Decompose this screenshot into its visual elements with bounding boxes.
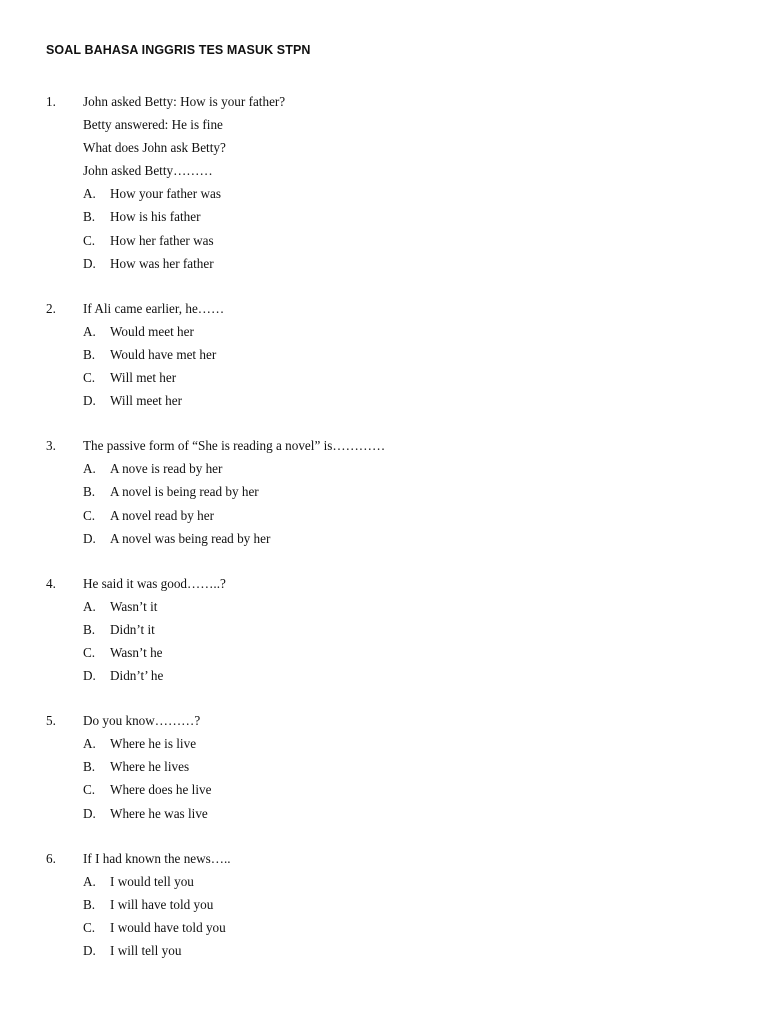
option-text: Wasn’t it [110,598,158,614]
question-item [0,297,768,412]
option-letter: D. [83,255,96,271]
option-letter: B. [83,346,96,362]
answer-option [0,229,768,252]
answer-option [0,527,768,550]
option-letter: C. [83,370,96,386]
option-letter: B. [83,759,96,775]
question-line [0,90,768,113]
option-text: How was her father [110,255,214,271]
question-number: 6. [46,850,56,866]
question-text: If I had known the news….. [83,850,231,866]
answer-option [0,755,768,778]
question-number: 1. [46,94,56,109]
option-text: A nove is read by her [110,461,223,477]
question-list [0,90,768,984]
question-line [0,113,768,136]
answer-option [0,182,768,205]
question-line [0,709,768,732]
answer-option [0,939,768,962]
question-text: John asked Betty: How is your father? [83,94,286,109]
answer-option [0,366,768,389]
question-item [0,847,768,962]
option-text: Would meet her [110,323,194,339]
answer-option [0,732,768,755]
question-number: 2. [46,300,56,316]
option-text: Will meet her [110,393,182,409]
option-text: Where he was live [110,805,208,821]
option-letter: B. [83,484,96,500]
option-letter: C. [83,782,96,798]
option-text: Where he lives [110,759,190,775]
option-letter: B. [83,896,96,912]
question-text: Betty answered: He is fine [83,117,223,133]
option-text: Didn’t’ he [110,668,164,684]
option-text: I will tell you [110,943,182,958]
answer-option [0,664,768,687]
option-letter: A. [83,736,96,752]
option-text: I would tell you [110,873,194,889]
answer-option [0,595,768,618]
option-text: Would have met her [110,346,217,362]
answer-option [0,870,768,893]
question-line [0,572,768,595]
option-letter: D. [83,668,96,684]
question-text: If Ali came earlier, he…… [83,300,225,316]
answer-option [0,504,768,527]
option-letter: A. [83,873,96,889]
question-line [0,159,768,182]
question-text: Do you know………? [83,713,201,729]
option-letter: C. [83,644,96,660]
option-text: I would have told you [110,919,226,935]
answer-option [0,778,768,801]
document-title: SOAL BAHASA INGGRIS TES MASUK STPN [46,43,311,57]
question-line [0,136,768,159]
option-letter: A. [83,598,96,614]
question-line [0,847,768,870]
option-text: How is his father [110,209,201,225]
answer-option [0,343,768,366]
question-number: 3. [46,438,56,454]
option-text: Where he is live [110,736,197,752]
option-letter: D. [83,393,96,409]
option-text: Where does he live [110,782,212,798]
answer-option [0,641,768,664]
answer-option [0,320,768,343]
option-text: How your father was [110,186,221,202]
option-letter: B. [83,209,96,225]
option-text: Will met her [110,370,177,386]
question-text: John asked Betty……… [83,163,213,179]
answer-option [0,618,768,641]
answer-option [0,252,768,275]
answer-option [0,916,768,939]
option-letter: A. [83,323,96,339]
question-item [0,434,768,549]
question-number: 5. [46,713,56,729]
question-number: 4. [46,575,56,591]
question-text: What does John ask Betty? [83,140,226,156]
option-text: A novel is being read by her [110,484,259,500]
question-text: The passive form of “She is reading a novel” is………… [83,438,386,454]
answer-option [0,480,768,503]
option-letter: C. [83,507,96,523]
option-letter: A. [83,461,96,477]
question-item [0,90,768,275]
option-text: Wasn’t he [110,644,163,660]
answer-option [0,802,768,825]
option-letter: D. [83,530,96,546]
option-text: Didn’t it [110,621,155,637]
option-letter: C. [83,232,96,248]
option-text: How her father was [110,232,214,248]
option-text: I will have told you [110,896,214,912]
question-line [0,434,768,457]
option-letter: A. [83,186,96,202]
answer-option [0,893,768,916]
question-item [0,709,768,824]
question-item [0,572,768,687]
option-letter: D. [83,805,96,821]
answer-option [0,457,768,480]
option-text: A novel read by her [110,507,214,523]
question-line [0,297,768,320]
option-letter: B. [83,621,96,637]
question-text: He said it was good……..? [83,575,226,591]
option-text: A novel was being read by her [110,530,271,546]
option-letter: C. [83,919,96,935]
answer-option [0,205,768,228]
answer-option [0,389,768,412]
option-letter: D. [83,943,96,958]
